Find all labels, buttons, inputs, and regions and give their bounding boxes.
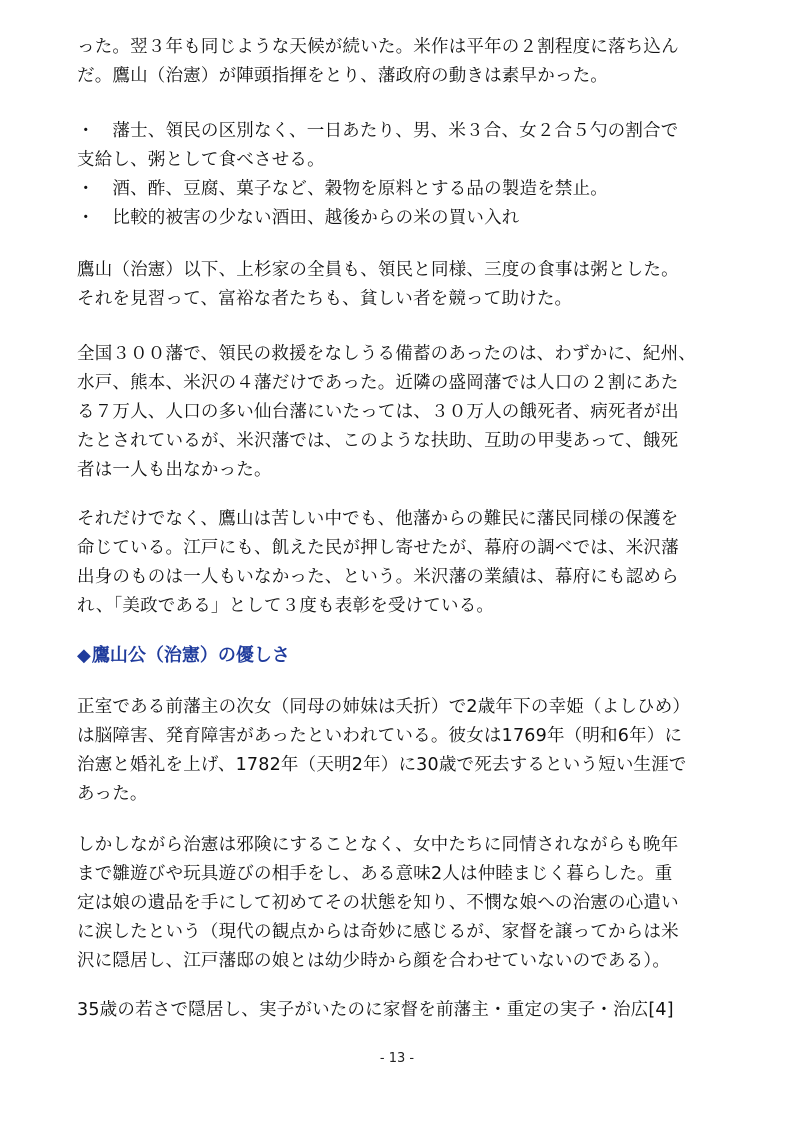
list-item: ・ 藩士、領民の区別なく、一日あたり、男、米３合、女２合５勺の割合で [77,121,679,141]
paragraph-6 [77,831,727,976]
paragraph-line: 正室である前藩主の次女（同母の姉妹は夭折）で2歳年下の幸姫（よしひめ） [77,697,691,717]
list-item: ・ 酒、酢、豆腐、菓子など、穀物を原料とする品の製造を禁止。 [77,179,608,199]
paragraph-line: それを見習って、富裕な者たちも、貧しい者を競って助けた。 [77,289,573,309]
paragraph-line: は脳障害、発育障害があったといわれている。彼女は1769年（明和6年）に [77,726,683,746]
paragraph-2 [77,256,727,314]
section-heading-text: 鷹山公（治憲）の優しさ [91,645,290,666]
paragraph-line: 水戸、熊本、米沢の４藩だけであった。近隣の盛岡藩では人口の２割にあた [77,373,679,393]
paragraph-line: だ。鷹山（治憲）が陣頭指揮をとり、藩政府の動きは素早かった。 [77,66,608,86]
bullet-list [77,117,727,233]
paragraph-line: 出身のものは一人もいなかった、という。米沢藩の業績は、幕府にも認めら [77,567,679,587]
paragraph-line: 沢に隠居し、江戸藩邸の娘とは幼少時から顔を合わせていないのである）。 [77,951,671,971]
paragraph-line: 35歳の若さで隠居し、実子がいたのに家督を前藩主・重定の実子・治広[4] [77,1000,674,1020]
paragraph-line: に涙したという（現代の観点からは奇妙に感じるが、家督を譲ってからは米 [77,922,679,942]
paragraph-line: る７万人、人口の多い仙台藩にいたっては、３０万人の餓死者、病死者が出 [77,402,679,422]
page-number: - 13 - [379,1051,415,1066]
paragraph-line: れ、「美政である」として３度も表彰を受けている。 [77,596,495,616]
paragraph-line: しかしながら治憲は邪険にすることなく、女中たちに同情されながらも晩年 [77,835,679,855]
paragraph-7 [77,996,727,1025]
section-heading [77,641,290,670]
paragraph-line: 命じている。江戸にも、飢えた民が押し寄せたが、幕府の調べでは、米沢藩 [77,538,679,558]
paragraph-line: まで雛遊びや玩具遊びの相手をし、ある意味2人は仲睦まじく暮らした。重 [77,864,673,884]
paragraph-line: たとされているが、米沢藩では、このような扶助、互助の甲斐あって、餓死 [77,431,679,451]
paragraph-3 [77,340,727,485]
paragraph-line: った。翌３年も同じような天候が続いた。米作は平年の２割程度に落ち込ん [77,37,679,57]
paragraph-line: それだけでなく、鷹山は苦しい中でも、他藩からの難民に藩民同様の保護を [77,509,679,529]
diamond-bullet-icon: ◆ [77,645,91,666]
paragraph-1 [77,33,727,91]
paragraph-4 [77,505,727,621]
paragraph-line: 鷹山（治憲）以下、上杉家の全員も、領民と同様、三度の食事は粥とした。 [77,260,679,280]
list-item: ・ 比較的被害の少ない酒田、越後からの米の買い入れ [77,208,520,228]
list-item-continuation: 支給し、粥として食べさせる。 [77,150,325,170]
paragraph-line: あった。 [77,784,148,804]
paragraph-5 [77,693,727,809]
paragraph-line: 者は一人も出なかった。 [77,460,272,480]
paragraph-line: 定は娘の遺品を手にして初めてその状態を知り、不憫な娘への治憲の心遣い [77,893,679,913]
paragraph-line: 全国３００藩で、領民の救援をなしうる備蓄のあったのは、わずかに、紀州、 [77,344,696,364]
paragraph-line: 治憲と婚礼を上げ、1782年（天明2年）に30歳で死去するという短い生涯で [77,755,687,775]
